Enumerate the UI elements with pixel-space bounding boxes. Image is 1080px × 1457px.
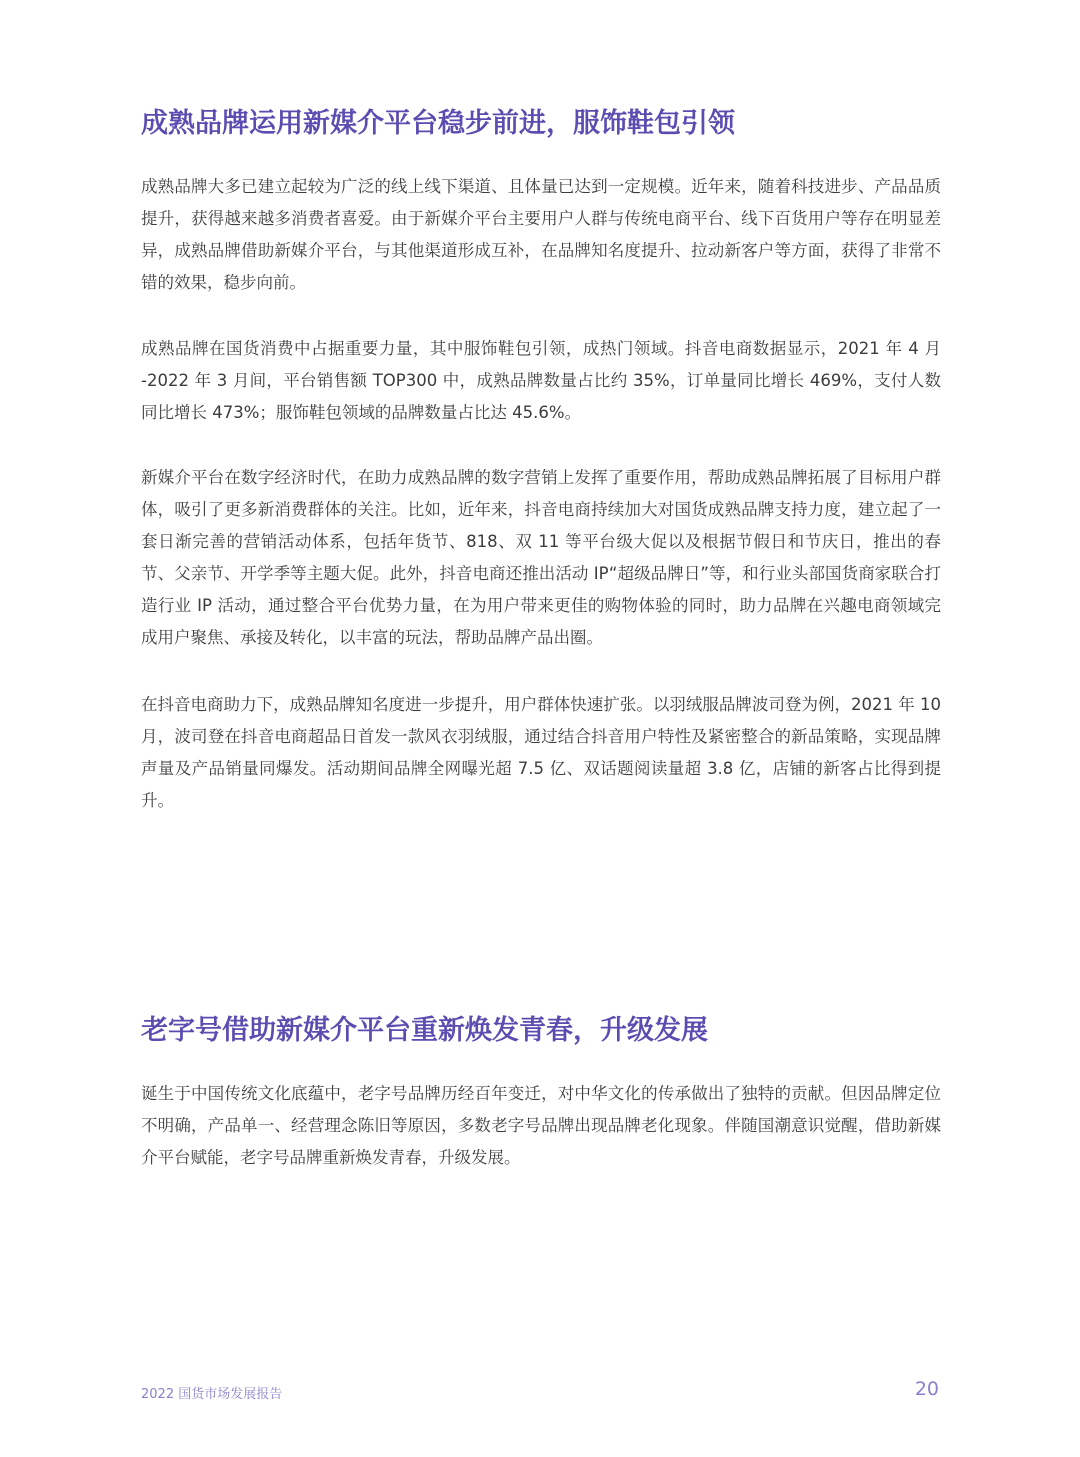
section-heading-time-honored-brands: 老字号借助新媒介平台重新焕发青春，升级发展 bbox=[141, 1015, 708, 1046]
footer-report-title: 2022 国货市场发展报告 bbox=[141, 1387, 283, 1402]
paragraph-mature-brands-intro: 成熟品牌大多已建立起较为广泛的线上线下渠道、且体量已达到一定规模。近年来，随着科技进步、产品品质提升，获得越来越多消费者喜爱。由于新媒介平台主要用户人群与传统电商平台、线下百货用户等存在明显差异，成熟品牌借助新媒介平台，与其他渠道形成互补，在品牌知名度提升、拉动新客户等方面，获得了非常不错的效果，稳步向前。 bbox=[141, 177, 941, 292]
footer-page-number: 20 bbox=[914, 1378, 939, 1400]
paragraph-bosideng-case: 在抖音电商助力下，成熟品牌知名度进一步提升，用户群体快速扩张。以羽绒服品牌波司登为例，2021 年 10 月，波司登在抖音电商超品日首发一款风衣羽绒服，通过结合抖音用户特性及紧密整合的新品策略，实现品牌声量及产品销量同爆发。活动期间品牌全网曝光超 7.5 亿、双话题阅读量超 3.8 亿，店铺的新客占比得到提升。 bbox=[141, 695, 941, 810]
paragraph-time-honored-brands: 诞生于中国传统文化底蕴中，老字号品牌历经百年变迁，对中华文化的传承做出了独特的贡献。但因品牌定位不明确，产品单一、经营理念陈旧等原因，多数老字号品牌出现品牌老化现象。伴随国潮意识觉醒，借助新媒介平台赋能，老字号品牌重新焕发青春，升级发展。 bbox=[141, 1084, 941, 1167]
paragraph-mature-brands-data: 成熟品牌在国货消费中占据重要力量，其中服饰鞋包引领，成热门领域。抖音电商数据显示，2021 年 4 月 -2022 年 3 月间，平台销售额 TOP300 中，成熟品牌数量占比约 35%，订单量同比增长 469%，支付人数同比增长 473%；服饰鞋包领域的品牌数量占比达 45.6%。 bbox=[141, 339, 941, 422]
paragraph-new-media-role: 新媒介平台在数字经济时代，在助力成熟品牌的数字营销上发挥了重要作用，帮助成熟品牌拓展了目标用户群体，吸引了更多新消费群体的关注。比如，近年来，抖音电商持续加大对国货成熟品牌支持力度，建立起了一套日渐完善的营销活动体系，包括年货节、818、双 11 等平台级大促以及根据节假日和节庆日，推出的春节、父亲节、开学季等主题大促。此外，抖音电商还推出活动 IP“超级品牌日”等，和行业头部国货商家联合打造行业 IP 活动，通过整合平台优势力量，在为用户带来更佳的购物体验的同时，助力品牌在兴趣电商领域完成用户聚焦、承接及转化，以丰富的玩法，帮助品牌产品出圈。 bbox=[141, 468, 941, 647]
section-heading-mature-brands: 成熟品牌运用新媒介平台稳步前进，服饰鞋包引领 bbox=[141, 108, 735, 139]
